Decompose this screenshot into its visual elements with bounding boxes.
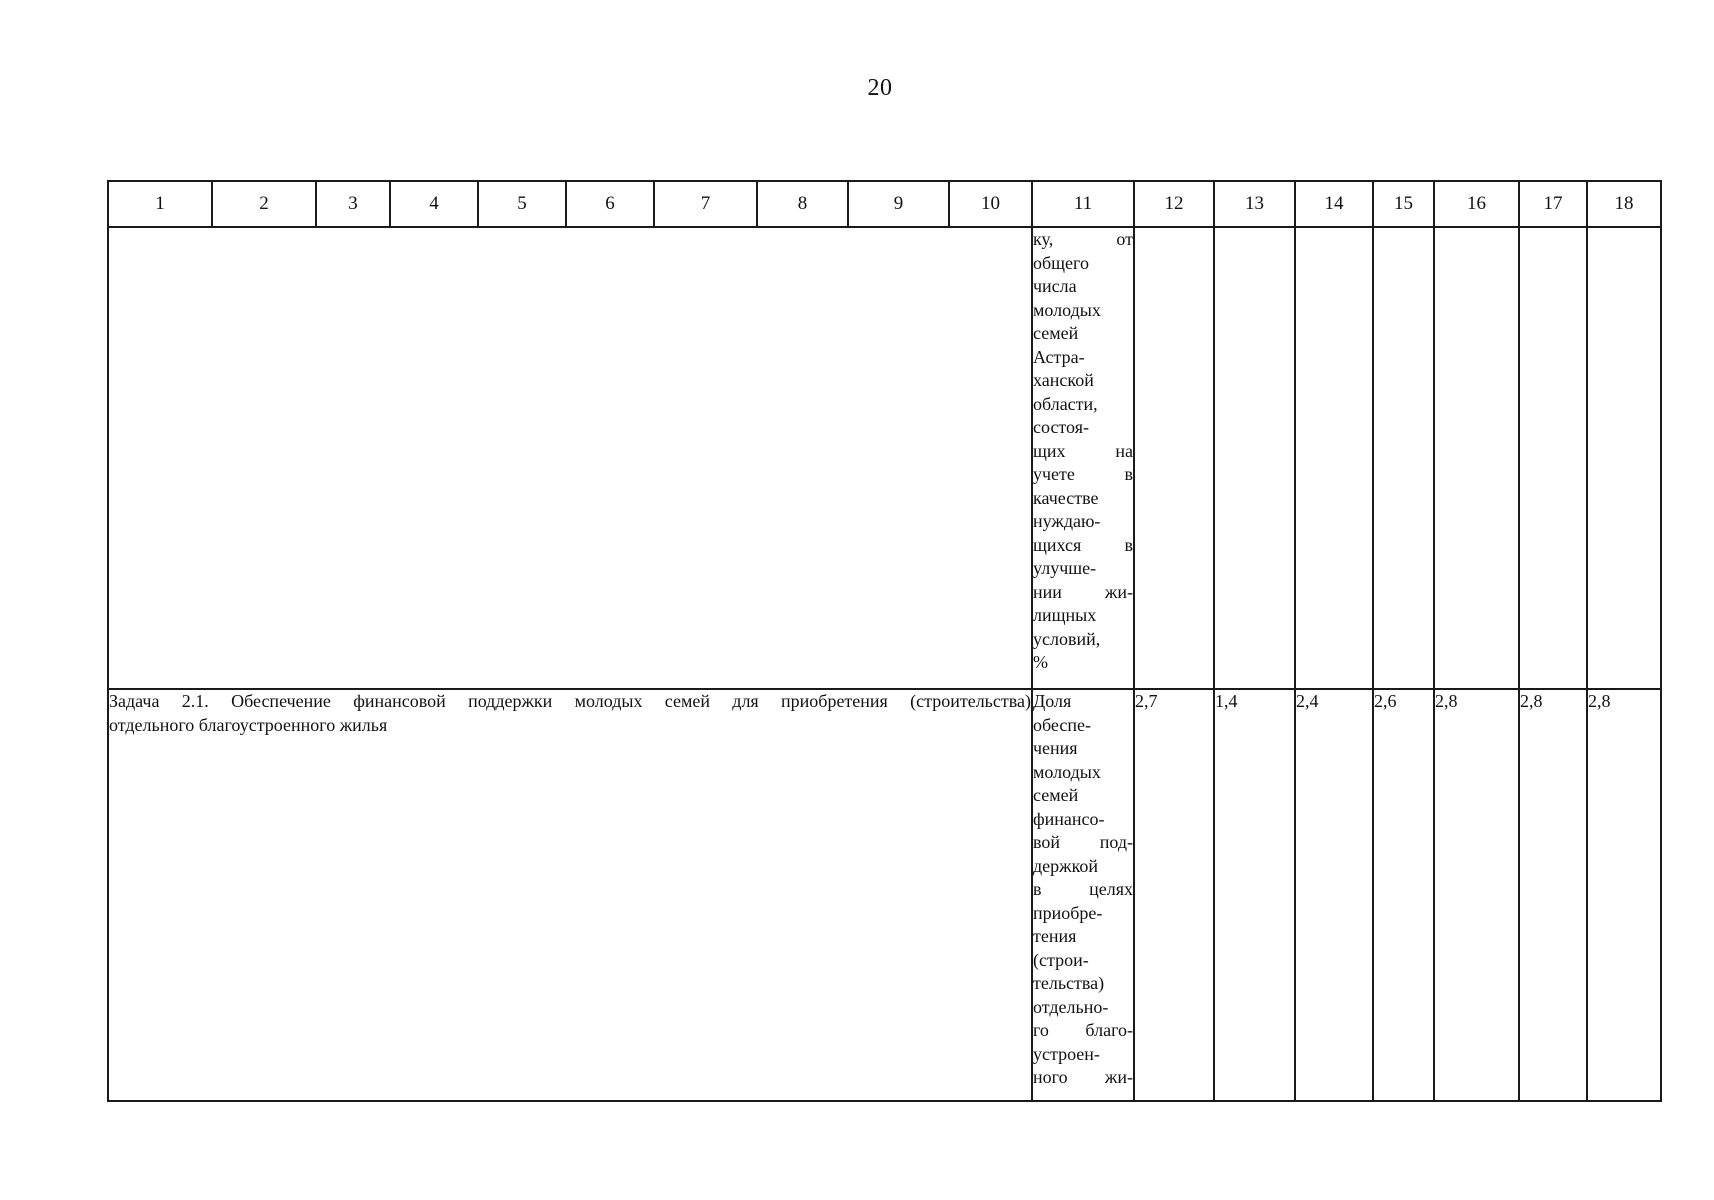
indicator-line: вой под- [1033, 832, 1133, 852]
indicator-line: ного жи- [1033, 1067, 1133, 1087]
indicator-line: отдельно- [1033, 996, 1109, 1017]
indicator-line: ханской [1033, 370, 1094, 390]
task-title-line: Задача 2.1. Обеспечение финансовой поддержки молодых семей для приобретения (строительства) [109, 691, 1031, 711]
header-row [108, 181, 1661, 227]
indicator-line: (строи- [1033, 949, 1089, 970]
indicator-line: области, [1033, 393, 1098, 414]
indicator-line: числа [1033, 276, 1077, 296]
indicator-line: семей [1033, 323, 1079, 343]
column-header: 3 [316, 181, 390, 227]
column-header: 7 [654, 181, 757, 227]
column-header: 12 [1134, 181, 1214, 227]
value-cell [1519, 227, 1587, 689]
value-cell: 2,7 [1134, 689, 1214, 1101]
value-cell [1434, 227, 1519, 689]
column-header: 16 [1434, 181, 1519, 227]
column-header: 9 [848, 181, 949, 227]
value-cell: 2,6 [1373, 689, 1434, 1101]
indicator-line: общего [1033, 252, 1089, 273]
indicator-line: молодых [1033, 761, 1101, 782]
indicator-line: тения [1033, 926, 1077, 946]
indicator-cell [1032, 227, 1134, 689]
column-header: 4 [390, 181, 478, 227]
value-cell [1587, 227, 1661, 689]
column-header: 8 [757, 181, 848, 227]
column-header: 5 [478, 181, 566, 227]
indicator-line: в целях [1033, 879, 1133, 899]
column-header: 14 [1295, 181, 1373, 227]
value-cell [1295, 227, 1373, 689]
indicator-line: финансо- [1033, 808, 1105, 829]
column-header: 15 [1373, 181, 1434, 227]
value-cell: 2,8 [1434, 689, 1519, 1101]
indicator-line: Доля [1033, 691, 1072, 711]
value-cell [1134, 227, 1214, 689]
column-header: 13 [1214, 181, 1295, 227]
column-header: 11 [1032, 181, 1134, 227]
value-cell: 1,4 [1214, 689, 1295, 1101]
indicator-line: качестве [1033, 487, 1099, 508]
indicator-line: чения [1033, 738, 1078, 758]
value-cell [1373, 227, 1434, 689]
column-header: 17 [1519, 181, 1587, 227]
value-cell: 2,8 [1587, 689, 1661, 1101]
indicator-line: го благо- [1033, 1020, 1133, 1040]
indicator-cell [1032, 689, 1134, 1101]
indicator-line: улучше- [1033, 558, 1097, 578]
indicator-line: тельства) [1033, 973, 1105, 993]
indicator-line: приобре- [1033, 902, 1103, 923]
indicator-line: щих на [1033, 440, 1133, 461]
indicator-line: держкой [1033, 855, 1099, 876]
indicator-line: состоя- [1033, 417, 1089, 437]
table-row [108, 227, 1661, 689]
column-header: 1 [108, 181, 212, 227]
indicator-line: устроен- [1033, 1043, 1100, 1064]
indicators-table [107, 180, 1662, 1102]
indicator-line: условий, [1033, 628, 1101, 649]
indicator-line: учете в [1033, 464, 1133, 484]
value-cell: 2,4 [1295, 689, 1373, 1101]
indicator-line: молодых [1033, 299, 1101, 320]
indicator-line: Астра- [1033, 346, 1085, 367]
column-header: 2 [212, 181, 316, 227]
task-title-line: отдельного благоустроенного жилья [109, 714, 388, 735]
value-cell [1214, 227, 1295, 689]
page-number: 20 [867, 75, 893, 101]
column-header: 6 [566, 181, 654, 227]
indicator-line: щихся в [1033, 534, 1133, 555]
indicator-line: нуждаю- [1033, 511, 1101, 531]
table-row [108, 689, 1661, 1101]
indicator-line: % [1033, 652, 1048, 672]
indicator-line: лищных [1033, 605, 1097, 625]
empty-merged-cell [108, 227, 1032, 689]
value-cell: 2,8 [1519, 689, 1587, 1101]
column-header: 18 [1587, 181, 1661, 227]
indicator-line: нии жи- [1033, 581, 1133, 602]
indicator-line: ку, от [1033, 229, 1133, 249]
indicator-line: семей [1033, 785, 1079, 805]
column-header: 10 [949, 181, 1032, 227]
task-description-cell [108, 689, 1032, 1101]
indicator-line: обеспе- [1033, 714, 1091, 735]
